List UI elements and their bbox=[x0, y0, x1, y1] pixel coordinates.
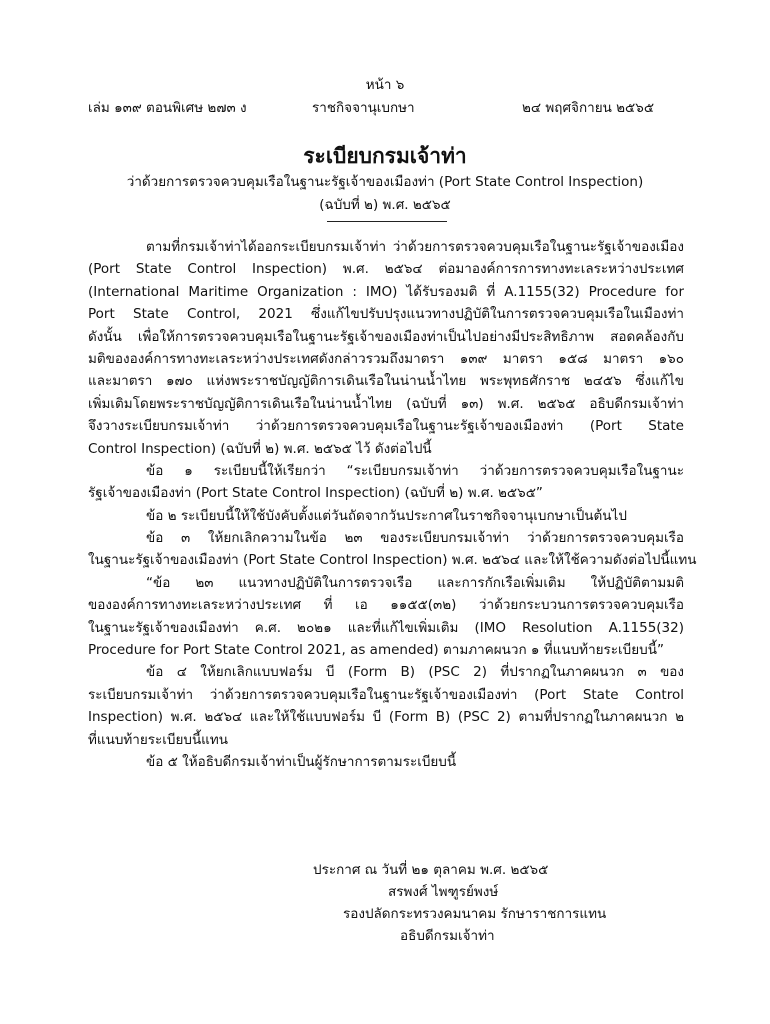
body-line: เพิ่มเติมโดยพระราชบัญญัติการเดินเรือในน่านน้ำไทย (ฉบับที่ ๑๓) พ.ศ. ๒๕๖๕ อธิบดีกรมเจ้าท่า bbox=[88, 395, 684, 412]
clause-1: ข้อ ๑ ระเบียบนี้ให้เรียกว่า “ระเบียบกรมเจ้าท่า ว่าด้วยการตรวจควบคุมเรือในฐานะ bbox=[146, 462, 684, 479]
clause-4: ข้อ ๔ ให้ยกเลิกแบบฟอร์ม บี (Form B) (PSC 2) ที่ปรากฏในภาคผนวก ๓ ของ bbox=[146, 664, 684, 681]
clause-5: ข้อ ๕ ให้อธิบดีกรมเจ้าท่าเป็นผู้รักษาการตามระเบียบนี้ bbox=[146, 753, 457, 770]
clause-3: ข้อ ๓ ให้ยกเลิกความในข้อ ๒๓ ของระเบียบกรมเจ้าท่า ว่าด้วยการตรวจควบคุมเรือ bbox=[146, 530, 684, 547]
signatory-role: อธิบดีกรมเจ้าท่า bbox=[400, 928, 495, 944]
gazette-name: ราชกิจจานุเบกษา bbox=[312, 100, 415, 116]
body-line: ในฐานะรัฐเจ้าของเมืองท่า (Port State Control Inspection) พ.ศ. ๒๕๖๔ และให้ใช้ความดังต่อไปนี้แทน bbox=[88, 552, 697, 569]
body-line: และมาตรา ๑๗๐ แห่งพระราชบัญญัติการเดินเรือในน่านน้ำไทย พระพุทธศักราช ๒๔๕๖ ซึ่งแก้ไข bbox=[88, 373, 684, 390]
body-line: ระเบียบกรมเจ้าท่า ว่าด้วยการตรวจควบคุมเรือในฐานะรัฐเจ้าของเมืองท่า (Port State Control bbox=[88, 686, 684, 703]
page-number: หน้า ๖ bbox=[365, 77, 405, 93]
document-body bbox=[88, 236, 697, 773]
volume-issue: เล่ม ๑๓๙ ตอนพิเศษ ๒๗๓ ง bbox=[88, 100, 247, 116]
body-line: ที่แนบท้ายระเบียบนี้แทน bbox=[88, 731, 229, 748]
body-line: Inspection) พ.ศ. ๒๕๖๔ และให้ใช้แบบฟอร์ม บี (Form B) (PSC 2) ตามที่ปรากฏในภาคผนวก ๒ bbox=[88, 709, 684, 726]
body-line: ดังนั้น เพื่อให้การตรวจควบคุมเรือในฐานะรัฐเจ้าของเมืองท่าเป็นไปอย่างมีประสิทธิภาพ สอดคล้องกับ bbox=[88, 328, 684, 345]
document-subtitle: ว่าด้วยการตรวจควบคุมเรือในฐานะรัฐเจ้าของเมืองท่า (Port State Control Inspection) bbox=[126, 174, 644, 190]
title-divider bbox=[327, 221, 447, 222]
signatory-name: สรพงศ์ ไพฑูรย์พงษ์ bbox=[388, 884, 499, 900]
body-line: Port State Control, 2021 ซึ่งแก้ไขปรับปรุงแนวทางปฏิบัติในการตรวจควบคุมเรือในเมืองท่า bbox=[88, 306, 684, 323]
body-line: ตามที่กรมเจ้าท่าได้ออกระเบียบกรมเจ้าท่า ว่าด้วยการตรวจควบคุมเรือในฐานะรัฐเจ้าของเมือง bbox=[146, 239, 684, 255]
signatory-position: รองปลัดกระทรวงคมนาคม รักษาราชการแทน bbox=[343, 906, 607, 922]
announcement-date: ประกาศ ณ วันที่ ๒๑ ตุลาคม พ.ศ. ๒๕๖๕ bbox=[313, 862, 549, 878]
body-line: ในฐานะรัฐเจ้าของเมืองท่า ค.ศ. ๒๐๒๑ และที่แก้ไขเพิ่มเติม (IMO Resolution A.1155(32) bbox=[88, 619, 684, 636]
body-line: ขององค์การทางทะเลระหว่างประเทศ ที่ เอ ๑๑๕๕(๓๒) ว่าด้วยกระบวนการตรวจควบคุมเรือ bbox=[88, 597, 684, 614]
body-line: Procedure for Port State Control 2021, as amended) ตามภาคผนวก ๑ ที่แนบท้ายระเบียบนี้” bbox=[88, 642, 664, 659]
document-edition: (ฉบับที่ ๒) พ.ศ. ๒๕๖๕ bbox=[319, 197, 451, 213]
body-line: มติขององค์การทางทะเลระหว่างประเทศดังกล่าวรวมถึงมาตรา ๑๓๙ มาตรา ๑๕๘ มาตรา ๑๖๐ bbox=[88, 350, 684, 367]
quoted-clause-23: “ข้อ ๒๓ แนวทางปฏิบัติในการตรวจเรือ และการกักเรือเพิ่มเติม ให้ปฏิบัติตามมติ bbox=[146, 574, 684, 591]
publication-date: ๒๔ พฤศจิกายน ๒๕๖๕ bbox=[522, 100, 655, 116]
clause-2: ข้อ ๒ ระเบียบนี้ให้ใช้บังคับตั้งแต่วันถัดจากวันประกาศในราชกิจจานุเบกษาเป็นต้นไป bbox=[146, 507, 627, 524]
document-title: ระเบียบกรมเจ้าท่า bbox=[303, 144, 467, 168]
body-line: Control Inspection) (ฉบับที่ ๒) พ.ศ. ๒๕๖๕ ไว้ ดังต่อไปนี้ bbox=[88, 440, 432, 457]
body-line: รัฐเจ้าของเมืองท่า (Port State Control Inspection) (ฉบับที่ ๒) พ.ศ. ๒๕๖๕” bbox=[88, 485, 543, 502]
body-line: (Port State Control Inspection) พ.ศ. ๒๕๖๔ ต่อมาองค์การการทางทะเลระหว่างประเทศ bbox=[88, 261, 684, 278]
body-line: จึงวางระเบียบกรมเจ้าท่า ว่าด้วยการตรวจควบคุมเรือในฐานะรัฐเจ้าของเมืองท่า (Port State bbox=[88, 418, 684, 435]
body-line: (International Maritime Organization : IMO) ได้รับรองมติ ที่ A.1155(32) Procedure for bbox=[88, 283, 684, 300]
